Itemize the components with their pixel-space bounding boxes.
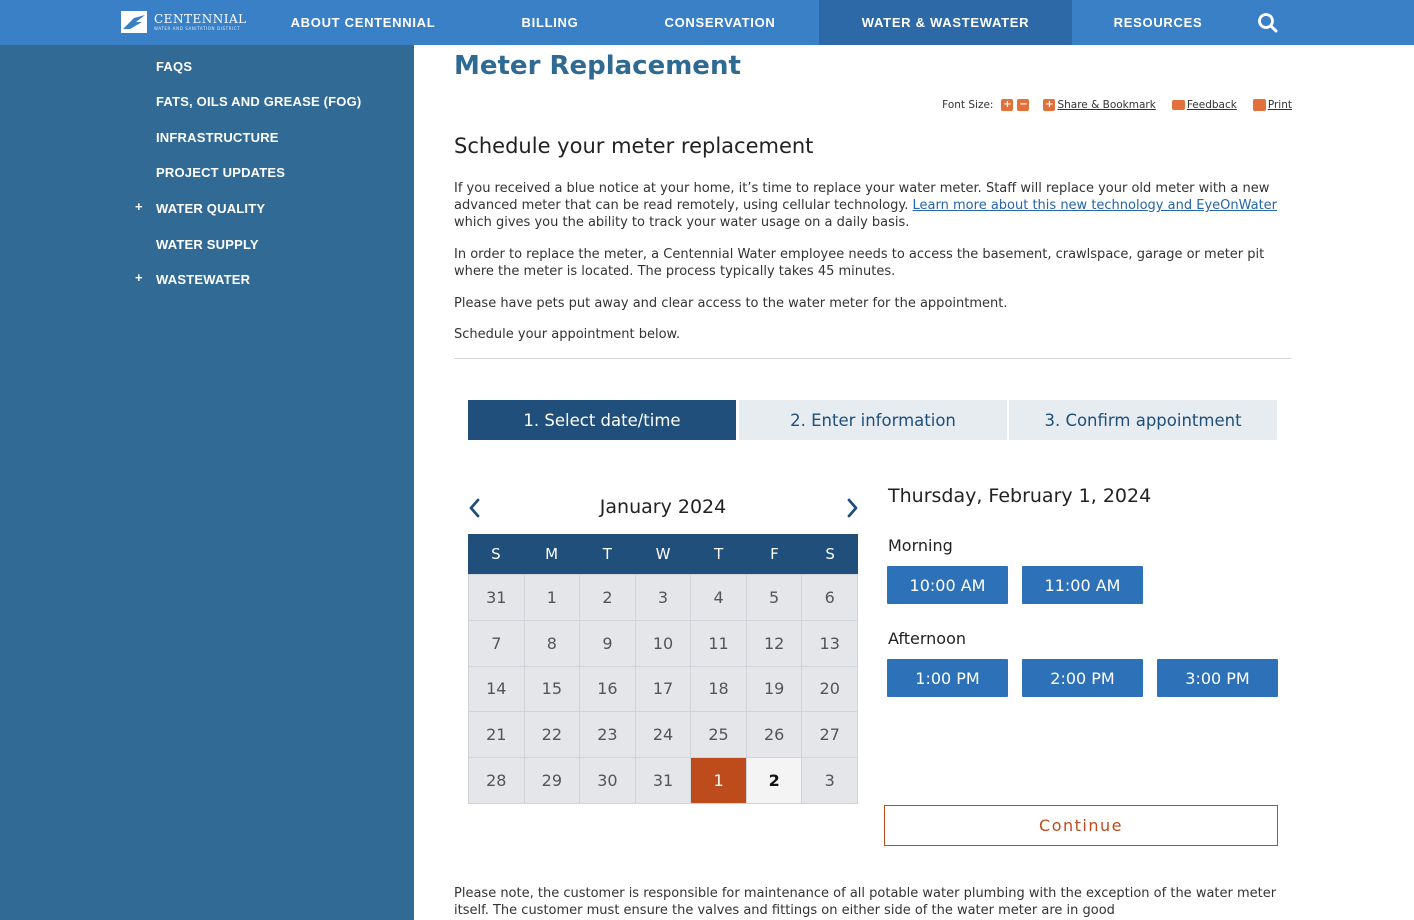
calendar-day: 20 <box>802 667 858 713</box>
calendar-day: 11 <box>691 621 747 667</box>
calendar-day: 19 <box>747 667 803 713</box>
print-icon[interactable] <box>1253 99 1266 111</box>
pets-paragraph: Please have pets put away and clear access to the water meter for the appointment. <box>454 296 1008 311</box>
nav-conservation[interactable]: CONSERVATION <box>664 15 776 30</box>
site-logo[interactable] <box>120 9 247 35</box>
sidebar-item-wastewater[interactable]: WASTEWATER <box>156 272 251 287</box>
calendar-day: 29 <box>525 758 581 804</box>
step-enter-information[interactable]: 2. Enter information <box>739 400 1007 440</box>
calendar-day: 7 <box>469 621 525 667</box>
calendar-day: 17 <box>636 667 692 713</box>
calendar-day: 3 <box>636 575 692 621</box>
calendar-day: 22 <box>525 712 581 758</box>
font-increase-icon[interactable]: + <box>1003 99 1012 110</box>
share-icon[interactable]: + <box>1045 99 1054 110</box>
calendar-day: 10 <box>636 621 692 667</box>
calendar-day: 30 <box>580 758 636 804</box>
nav-billing[interactable]: BILLING <box>521 15 579 30</box>
maintenance-note: Please note, the customer is responsible for maintenance of all potable water plumbing with the exception of the water meter itself. The customer must ensure the valves and fittings on either side of the water meter are in good <box>454 886 1277 918</box>
calendar-day: 27 <box>802 712 858 758</box>
calendar-day: 6 <box>802 575 858 621</box>
slot-2pm-button[interactable]: 2:00 PM <box>1022 659 1143 697</box>
access-paragraph: In order to replace the meter, a Centennial Water employee needs to access the basement, crawlspace, garage or meter pit where the meter is located. The process typically takes 45 minutes. <box>454 247 1265 279</box>
intro-text-tail: which gives you the ability to track your water usage on a daily basis. <box>454 215 910 230</box>
selected-date-heading: Thursday, February 1, 2024 <box>888 485 1152 507</box>
calendar-day: 16 <box>580 667 636 713</box>
font-decrease-icon[interactable]: − <box>1019 99 1028 110</box>
calendar-day: 5 <box>747 575 803 621</box>
calendar-day: 9 <box>580 621 636 667</box>
expand-water-quality-icon[interactable]: + <box>135 199 143 214</box>
nav-water-wastewater[interactable]: WATER & WASTEWATER <box>819 0 1072 45</box>
page-utilities <box>942 99 1292 111</box>
top-navigation <box>0 0 1414 45</box>
expand-wastewater-icon[interactable]: + <box>135 270 143 285</box>
calendar-day: 24 <box>636 712 692 758</box>
feedback-icon[interactable] <box>1172 100 1185 110</box>
slot-10am-button[interactable]: 10:00 AM <box>887 566 1008 604</box>
bird-logo-icon <box>120 10 148 34</box>
slot-3pm-button[interactable]: 3:00 PM <box>1157 659 1278 697</box>
nav-resources[interactable]: RESOURCES <box>1113 15 1203 30</box>
calendar-day: 31 <box>469 575 525 621</box>
section-title: Schedule your meter replacement <box>454 134 814 158</box>
slot-11am-button[interactable]: 11:00 AM <box>1022 566 1143 604</box>
sidebar-item-water-quality[interactable]: WATER QUALITY <box>156 201 266 216</box>
calendar-day: 2 <box>580 575 636 621</box>
schedule-below-paragraph: Schedule your appointment below. <box>454 327 681 342</box>
intro-paragraph <box>454 180 1294 231</box>
sidebar-item-infrastructure[interactable]: INFRASTRUCTURE <box>156 130 279 145</box>
sidebar-item-faqs[interactable]: FAQS <box>156 59 193 74</box>
calendar-day: 1 <box>525 575 581 621</box>
logo-text <box>154 13 247 31</box>
calendar-day: 13 <box>802 621 858 667</box>
calendar-day: 4 <box>691 575 747 621</box>
morning-label: Morning <box>888 536 953 555</box>
logo-subtitle: WATER AND SANITATION DISTRICT <box>154 26 241 31</box>
learn-more-link[interactable]: Learn more about this new technology and EyeOnWater <box>912 198 1278 213</box>
page-title: Meter Replacement <box>454 51 741 81</box>
calendar-day: 23 <box>580 712 636 758</box>
calendar-day: 28 <box>469 758 525 804</box>
continue-button[interactable]: Continue <box>884 805 1278 846</box>
step-confirm-appointment[interactable]: 3. Confirm appointment <box>1009 400 1277 440</box>
intro-text: If you received a blue notice at your home, it’s time to replace your water meter. Staff will replace your old meter with a new advanced meter that can be read remotely, using cellular technology. <box>454 181 1270 213</box>
weekday-label: S <box>491 545 501 563</box>
logo-name: CENTENNIAL <box>154 12 247 26</box>
print-link[interactable]: Print <box>1267 99 1292 111</box>
weekday-label: M <box>545 545 559 563</box>
nav-about-centennial[interactable]: ABOUT CENTENNIAL <box>290 15 436 30</box>
calendar-day: 18 <box>691 667 747 713</box>
feedback-link[interactable]: Feedback <box>1186 99 1237 111</box>
calendar-day[interactable]: 2 <box>747 758 803 804</box>
step-select-date[interactable]: 1. Select date/time <box>468 400 736 440</box>
sidebar-item-project-updates[interactable]: PROJECT UPDATES <box>156 165 286 180</box>
search-icon[interactable] <box>1254 9 1282 37</box>
calendar-day[interactable]: 1 <box>691 758 747 804</box>
weekday-label: S <box>825 545 835 563</box>
sidebar-item-fog[interactable]: FATS, OILS AND GREASE (FOG) <box>156 94 362 109</box>
weekday-label: W <box>655 545 671 563</box>
afternoon-label: Afternoon <box>888 629 966 648</box>
weekday-label: F <box>770 545 779 563</box>
calendar-day: 15 <box>525 667 581 713</box>
calendar-day: 8 <box>525 621 581 667</box>
weekday-label: T <box>602 545 612 563</box>
weekday-label: T <box>714 545 724 563</box>
calendar-grid <box>468 574 858 804</box>
next-month-icon[interactable] <box>840 494 864 522</box>
share-bookmark-link[interactable]: Share & Bookmark <box>1057 99 1156 111</box>
sidebar-item-water-supply[interactable]: WATER SUPPLY <box>156 237 259 252</box>
calendar-month-label: January 2024 <box>599 496 727 518</box>
calendar-day: 31 <box>636 758 692 804</box>
content-divider <box>454 358 1291 359</box>
calendar-day: 21 <box>469 712 525 758</box>
calendar-day: 25 <box>691 712 747 758</box>
calendar-weekday-header <box>468 534 858 574</box>
font-size-label: Font Size: <box>942 99 994 111</box>
calendar-day: 12 <box>747 621 803 667</box>
calendar-day: 3 <box>802 758 858 804</box>
calendar-day: 14 <box>469 667 525 713</box>
slot-1pm-button[interactable]: 1:00 PM <box>887 659 1008 697</box>
calendar-day: 26 <box>747 712 803 758</box>
